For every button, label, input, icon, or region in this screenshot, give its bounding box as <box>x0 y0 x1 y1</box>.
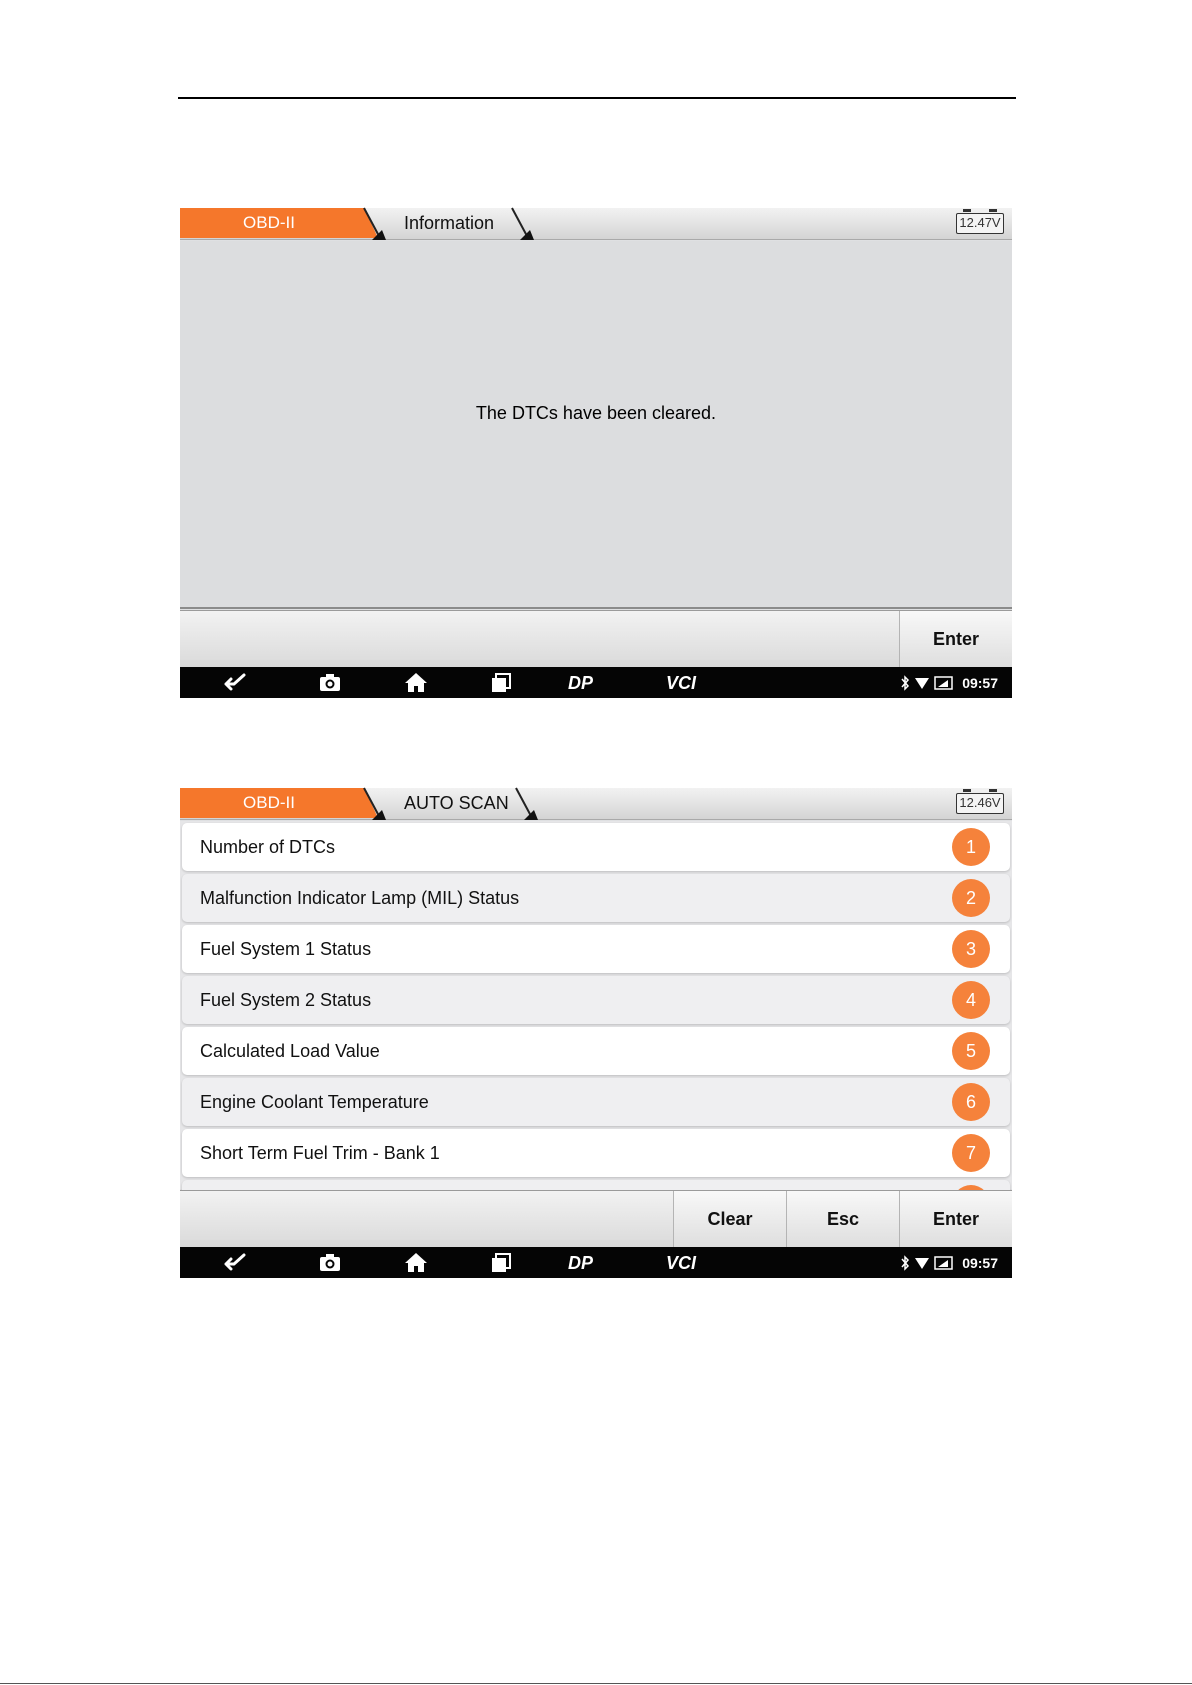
top-bar <box>180 208 1012 240</box>
list-item-badge: 1 <box>952 828 990 866</box>
android-nav-bar <box>180 667 1012 698</box>
wifi-icon <box>914 676 930 690</box>
enter-button[interactable]: Enter <box>899 1191 1012 1248</box>
auto-scan-screen <box>180 788 1012 1278</box>
list-item-label: Short Term Fuel Trim - Bank 1 <box>200 1143 440 1163</box>
home-icon[interactable] <box>404 671 428 694</box>
esc-button[interactable]: Esc <box>786 1191 899 1248</box>
list-item[interactable] <box>182 1129 1010 1177</box>
action-bar <box>180 610 1012 667</box>
clear-button[interactable]: Clear <box>673 1191 786 1248</box>
tab-information-label[interactable]: Information <box>404 213 495 233</box>
list-item[interactable] <box>182 1078 1010 1126</box>
list-item-label: Engine Coolant Temperature <box>200 1092 429 1112</box>
dp-icon[interactable] <box>566 671 602 694</box>
vci-icon[interactable] <box>664 1251 706 1274</box>
page-footer-rule <box>0 1683 1192 1684</box>
home-icon[interactable] <box>404 1251 428 1274</box>
page-header-rule <box>178 97 1016 99</box>
recent-apps-icon[interactable] <box>490 671 512 694</box>
info-message: The DTCs have been cleared. <box>475 403 717 423</box>
camera-icon[interactable] <box>318 671 342 694</box>
list-item-badge: 4 <box>952 981 990 1019</box>
tab-separator-icon <box>362 788 386 820</box>
scan-item-list[interactable] <box>180 821 1012 1189</box>
status-area <box>900 667 998 698</box>
back-icon[interactable] <box>222 1251 248 1274</box>
screen-cast-icon <box>934 676 954 690</box>
list-item[interactable] <box>182 925 1010 973</box>
list-item[interactable] <box>182 976 1010 1024</box>
message-panel <box>180 241 1012 609</box>
list-item[interactable] <box>182 874 1010 922</box>
vci-text: VCI <box>666 1253 697 1273</box>
android-nav-bar <box>180 1247 1012 1278</box>
list-item-badge: 3 <box>952 930 990 968</box>
camera-icon[interactable] <box>318 1251 342 1274</box>
screen-cast-icon <box>934 1256 954 1270</box>
list-item[interactable] <box>182 823 1010 871</box>
info-screen <box>180 208 1012 698</box>
tab-separator-icon <box>510 208 534 240</box>
top-bar <box>180 788 1012 820</box>
bluetooth-icon <box>900 1255 910 1271</box>
list-item-label: Number of DTCs <box>200 837 336 857</box>
enter-button[interactable]: Enter <box>899 611 1012 668</box>
recent-apps-icon[interactable] <box>490 1251 512 1274</box>
list-item-label: Fuel System 1 Status <box>200 939 372 959</box>
list-item-badge: 7 <box>952 1134 990 1172</box>
list-item[interactable] <box>182 1027 1010 1075</box>
action-bar <box>180 1190 1012 1247</box>
vci-text: VCI <box>666 673 697 693</box>
vci-icon[interactable] <box>664 671 706 694</box>
tab-separator-icon <box>514 788 538 820</box>
dp-icon[interactable] <box>566 1251 602 1274</box>
list-item-label: Fuel System 2 Status <box>200 990 372 1010</box>
list-item-badge: 5 <box>952 1032 990 1070</box>
battery-voltage: 12.47V <box>956 213 1004 234</box>
back-icon[interactable] <box>222 671 248 694</box>
tab-obd-ii-label[interactable]: OBD-II <box>243 793 295 812</box>
clock: 09:57 <box>962 1254 998 1271</box>
bluetooth-icon <box>900 675 910 691</box>
clock: 09:57 <box>962 674 998 691</box>
dp-text: DP <box>568 1253 594 1273</box>
status-area <box>900 1247 998 1278</box>
list-item-badge: 6 <box>952 1083 990 1121</box>
tab-separator-icon <box>362 208 386 240</box>
battery-voltage: 12.46V <box>956 793 1004 814</box>
tab-obd-ii-label[interactable]: OBD-II <box>243 213 295 232</box>
dp-text: DP <box>568 673 594 693</box>
list-item-badge: 2 <box>952 879 990 917</box>
wifi-icon <box>914 1256 930 1270</box>
list-item-label: Malfunction Indicator Lamp (MIL) Status <box>200 888 520 908</box>
tab-auto-scan-label[interactable]: AUTO SCAN <box>404 793 509 813</box>
list-item-label: Calculated Load Value <box>200 1041 380 1061</box>
